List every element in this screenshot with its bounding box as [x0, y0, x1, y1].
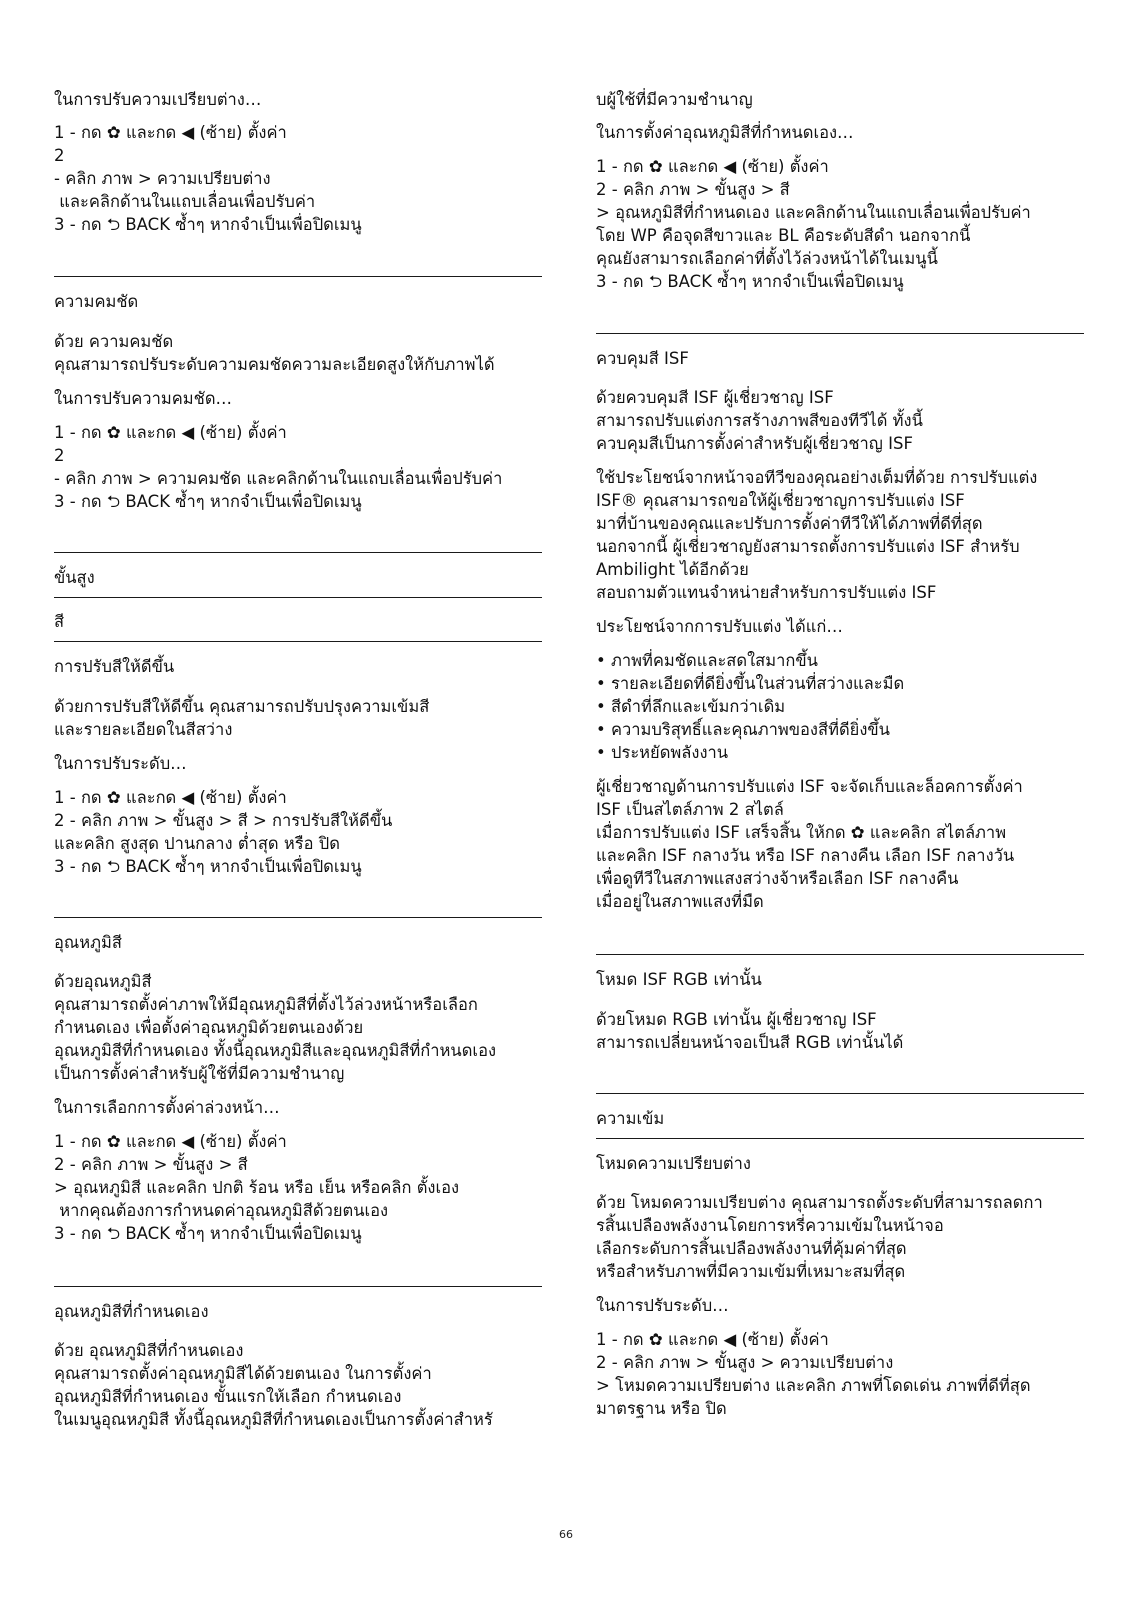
paragraph-line: มาที่บ้านของคุณและปรับการตั้งค่าทีวีให้ได้ภาพที่ดีที่สุด [596, 514, 983, 533]
step-line: > โหมดความเปรียบต่าง และคลิก ภาพที่โดดเด่น ภาพที่ดีที่สุด [596, 1376, 1031, 1395]
section-title-isf-rgb: โหมด ISF RGB เท่านั้น [596, 970, 762, 989]
paragraph-line: เลือกระดับการสิ้นเปลืองพลังงานที่คุ้มค่าที่สุด [596, 1239, 907, 1258]
paragraph-line: ด้วยควบคุมสี ISF ผู้เชี่ยวชาญ ISF [596, 388, 834, 407]
paragraph-line: เพื่อดูทีวีในสภาพแสงสว่างจ้าหรือเลือก ISF กลางคืน [596, 869, 959, 888]
step-line: 1 - กด ✿ และกด ◀ (ซ้าย) ตั้งค่า [596, 1330, 829, 1349]
step-line: 2 - คลิก ภาพ > ขั้นสูง > สี [54, 1155, 248, 1174]
list-item: • สีดำที่ลึกและเข้มกว่าเดิม [596, 697, 786, 716]
step-line: 2 - คลิก ภาพ > ขั้นสูง > สี > การปรับสีให้ดีขึ้น [54, 811, 393, 830]
paragraph-line: ISF® คุณสามารถขอให้ผู้เชี่ยวชาญการปรับแต่ง ISF [596, 491, 965, 510]
temp-intro: ในการเลือกการตั้งค่าล่วงหน้า… [54, 1098, 280, 1117]
section-title-color: สี [54, 612, 65, 631]
paragraph-line: สามารถเปลี่ยนหน้าจอเป็นสี RGB เท่านั้นได้ [596, 1033, 904, 1052]
section-divider [596, 954, 1084, 955]
step-line: - คลิก ภาพ > ความเปรียบต่าง [54, 169, 271, 188]
benefits-intro: ประโยชน์จากการปรับแต่ง ได้แก่… [596, 617, 843, 636]
section-title-custom-temp: อุณหภูมิสีที่กำหนดเอง [54, 1302, 209, 1321]
paragraph-line: สามารถปรับแต่งการสร้างภาพสีของทีวีได้ ทั้งนี้ [596, 411, 923, 430]
paragraph-line: ด้วย โหมดความเปรียบต่าง คุณสามารถตั้งระดับที่สามารถลดกา [596, 1193, 1043, 1212]
paragraph-line: สอบถามตัวแทนจำหน่ายสำหรับการปรับแต่ง ISF [596, 583, 937, 602]
section-title-isf: ควบคุมสี ISF [596, 349, 689, 368]
step-line: และคลิก สูงสุด ปานกลาง ต่ำสุด หรือ ปิด [54, 834, 340, 853]
step-line: คุณยังสามารถเลือกค่าที่ตั้งไว้ล่วงหน้าได้ในเมนูนี้ [596, 249, 938, 268]
step-line: 3 - กด ⮌ BACK ซ้ำๆ หากจำเป็นเพื่อปิดเมนู [54, 1224, 362, 1243]
contrast-intro: ในการปรับความเปรียบต่าง… [54, 90, 262, 109]
paragraph-line: ด้วยโหมด RGB เท่านั้น ผู้เชี่ยวชาญ ISF [596, 1010, 877, 1029]
step-line: โดย WP คือจุดสีขาวและ BL คือระดับสีดำ นอกจากนี้ [596, 226, 971, 245]
paragraph-line: และรายละเอียดในสีสว่าง [54, 720, 233, 739]
section-title-advanced: ขั้นสูง [54, 568, 95, 587]
step-line: 2 - คลิก ภาพ > ขั้นสูง > ความเปรียบต่าง [596, 1353, 894, 1372]
step-line: 2 [54, 446, 65, 465]
paragraph-line: เมื่อการปรับแต่ง ISF เสร็จสิ้น ให้กด ✿ และคลิก สไตล์ภาพ [596, 823, 1007, 842]
step-line: 3 - กด ⮌ BACK ซ้ำๆ หากจำเป็นเพื่อปิดเมนู [54, 215, 362, 234]
paragraph-line: ควบคุมสีเป็นการตั้งค่าสำหรับผู้เชี่ยวชาญ ISF [596, 434, 913, 453]
paragraph-line: อุณหภูมิสีที่กำหนดเอง ทั้งนี้อุณหภูมิสีและอุณหภูมิสีที่กำหนดเอง [54, 1041, 497, 1060]
section-divider [596, 1138, 1084, 1139]
paragraph-line: คุณสามารถปรับระดับความคมชัดความละเอียดสูงให้กับภาพได้ [54, 355, 495, 374]
paragraph-line: คุณสามารถตั้งค่าภาพให้มีอุณหภูมิสีที่ตั้งไว้ล่วงหน้าหรือเลือก [54, 995, 478, 1014]
paragraph-line: เมื่ออยู่ในสภาพแสงที่มืด [596, 892, 764, 911]
step-line: 2 [54, 146, 65, 165]
enhance-intro: ในการปรับระดับ… [54, 754, 187, 773]
step-line: หากคุณต้องการกำหนดค่าอุณหภูมิสีด้วยตนเอง [54, 1201, 389, 1220]
step-line: มาตรฐาน หรือ ปิด [596, 1399, 727, 1418]
custom-intro: ในการตั้งค่าอุณหภูมิสีที่กำหนดเอง… [596, 123, 854, 142]
section-title-color-temp: อุณหภูมิสี [54, 933, 122, 952]
page-number: 66 [559, 1528, 573, 1541]
paragraph-line: Ambilight ได้อีกด้วย [596, 560, 749, 579]
step-line: > อุณหภูมิสีที่กำหนดเอง และคลิกด้านในแถบเลื่อนเพื่อปรับค่า [596, 203, 1031, 222]
section-title-brightness: ความเข้ม [596, 1109, 665, 1128]
paragraph-line: ด้วยการปรับสีให้ดีขึ้น คุณสามารถปรับปรุงความเข้มสี [54, 697, 430, 716]
list-item: • ภาพที่คมชัดและสดใสมากขึ้น [596, 651, 818, 670]
paragraph-line: ISF เป็นสไตล์ภาพ 2 สไตล์ [596, 800, 784, 819]
paragraph-line: ในเมนูอุณหภูมิสี ทั้งนี้อุณหภูมิสีที่กำหนดเองเป็นการตั้งค่าสำหรั [54, 1410, 493, 1429]
step-line: 3 - กด ⮌ BACK ซ้ำๆ หากจำเป็นเพื่อปิดเมนู [54, 492, 362, 511]
step-line: 1 - กด ✿ และกด ◀ (ซ้าย) ตั้งค่า [54, 123, 287, 142]
step-line: 1 - กด ✿ และกด ◀ (ซ้าย) ตั้งค่า [54, 423, 287, 442]
list-item: • ประหยัดพลังงาน [596, 743, 729, 762]
section-title-sharpness: ความคมชัด [54, 292, 139, 311]
sharpness-intro: ในการปรับความคมชัด… [54, 389, 233, 408]
section-divider [54, 597, 542, 598]
contrast-mode-intro: ในการปรับระดับ… [596, 1296, 729, 1315]
step-line: 2 - คลิก ภาพ > ขั้นสูง > สี [596, 180, 790, 199]
step-line: 1 - กด ✿ และกด ◀ (ซ้าย) ตั้งค่า [54, 1132, 287, 1151]
step-line: > อุณหภูมิสี และคลิก ปกติ ร้อน หรือ เย็น หรือคลิก ตั้งเอง [54, 1178, 460, 1197]
section-divider [54, 552, 542, 553]
step-line: 1 - กด ✿ และกด ◀ (ซ้าย) ตั้งค่า [596, 157, 829, 176]
section-divider [54, 917, 542, 918]
section-title-contrast-mode: โหมดความเปรียบต่าง [596, 1154, 751, 1173]
paragraph-line: บผู้ใช้ที่มีความชำนาญ [596, 90, 753, 109]
paragraph-line: และคลิก ISF กลางวัน หรือ ISF กลางคืน เลือก ISF กลางวัน [596, 846, 1015, 865]
paragraph-line: ผู้เชี่ยวชาญด้านการปรับแต่ง ISF จะจัดเก็บและล็อคการตั้งค่า [596, 777, 1023, 796]
section-divider [54, 276, 542, 277]
section-divider [596, 333, 1084, 334]
section-title-color-enhance: การปรับสีให้ดีขึ้น [54, 657, 175, 676]
list-item: • ความบริสุทธิ์และคุณภาพของสีที่ดียิ่งขึ้น [596, 720, 890, 739]
step-line: 1 - กด ✿ และกด ◀ (ซ้าย) ตั้งค่า [54, 788, 287, 807]
step-line: - คลิก ภาพ > ความคมชัด และคลิกด้านในแถบเลื่อนเพื่อปรับค่า [54, 469, 503, 488]
paragraph-line: ด้วย อุณหภูมิสีที่กำหนดเอง [54, 1341, 244, 1360]
step-line: 3 - กด ⮌ BACK ซ้ำๆ หากจำเป็นเพื่อปิดเมนู [54, 857, 362, 876]
paragraph-line: รสิ้นเปลืองพลังงานโดยการหรี่ความเข้มในหน้าจอ [596, 1216, 944, 1235]
paragraph-line: ด้วย ความคมชัด [54, 332, 174, 351]
paragraph-line: กำหนดเอง เพื่อตั้งค่าอุณหภูมิด้วยตนเองด้วย [54, 1018, 364, 1037]
paragraph-line: หรือสำหรับภาพที่มีความเข้มที่เหมาะสมที่สุด [596, 1262, 906, 1281]
paragraph-line: ด้วยอุณหภูมิสี [54, 972, 152, 991]
paragraph-line: อุณหภูมิสีที่กำหนดเอง ขั้นแรกให้เลือก กำหนดเอง [54, 1387, 402, 1406]
step-line: 3 - กด ⮌ BACK ซ้ำๆ หากจำเป็นเพื่อปิดเมนู [596, 272, 904, 291]
section-divider [54, 1286, 542, 1287]
section-divider [596, 1093, 1084, 1094]
paragraph-line: ใช้ประโยชน์จากหน้าจอทีวีของคุณอย่างเต็มที่ด้วย การปรับแต่ง [596, 468, 1038, 487]
paragraph-line: คุณสามารถตั้งค่าอุณหภูมิสีได้ด้วยตนเอง ในการตั้งค่า [54, 1364, 432, 1383]
paragraph-line: เป็นการตั้งค่าสำหรับผู้ใช้ที่มีความชำนาญ [54, 1064, 345, 1083]
paragraph-line: นอกจากนี้ ผู้เชี่ยวชาญยังสามารถตั้งการปรับแต่ง ISF สำหรับ [596, 537, 1020, 556]
section-divider [54, 641, 542, 642]
list-item: • รายละเอียดที่ดียิ่งขึ้นในส่วนที่สว่างและมืด [596, 674, 905, 693]
step-line: และคลิกด้านในแถบเลื่อนเพื่อปรับค่า [54, 192, 316, 211]
